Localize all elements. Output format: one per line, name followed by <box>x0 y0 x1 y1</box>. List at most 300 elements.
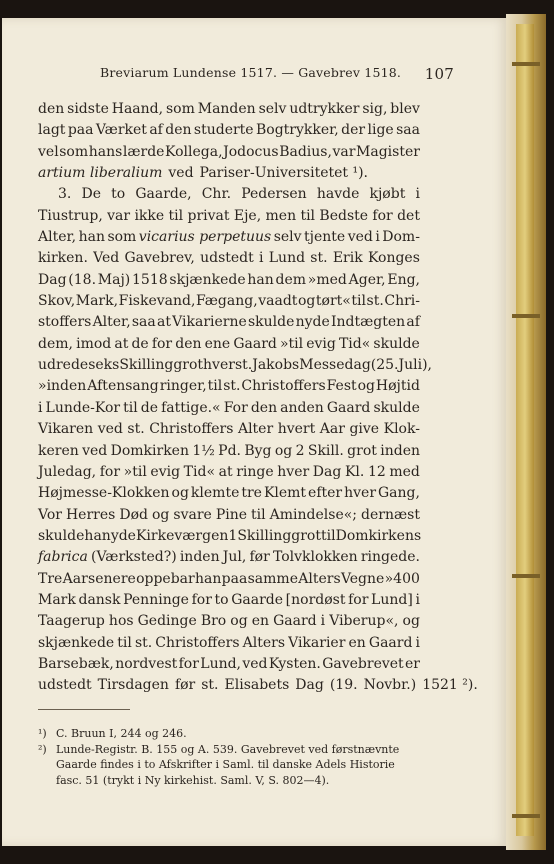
word: »til <box>279 335 304 352</box>
text-line <box>38 270 420 291</box>
gilt-edge <box>516 24 534 836</box>
word: og <box>274 442 293 459</box>
word: Aftensang <box>87 378 159 395</box>
book-spine-edge <box>506 14 546 850</box>
word: Vikarier <box>288 634 346 651</box>
word: dernæst <box>361 506 420 523</box>
word: dem, <box>38 335 73 352</box>
word: Eje, <box>233 207 262 224</box>
word: men <box>265 207 297 224</box>
word: Pariser-Universitetet ¹). <box>199 165 368 182</box>
word: skulde <box>373 335 420 352</box>
page-number: 107 <box>424 65 454 83</box>
word: grot <box>347 442 377 459</box>
word: Messedag <box>299 357 371 374</box>
word: sig, <box>362 101 388 117</box>
word: ved <box>347 229 373 246</box>
word: to <box>111 186 126 203</box>
word: udstedt <box>38 677 92 694</box>
text-line <box>38 611 420 632</box>
word: hver <box>277 463 310 480</box>
word: den <box>175 335 202 352</box>
book-page <box>2 18 508 846</box>
text-line <box>38 248 420 269</box>
word: de <box>131 335 149 352</box>
word: grot <box>173 357 204 374</box>
word: skulde <box>373 399 420 416</box>
word: 1½ <box>192 442 215 459</box>
word: studerte <box>193 122 254 139</box>
word: skjænkede <box>169 271 246 288</box>
word: ved <box>97 421 123 438</box>
word: med <box>389 463 420 480</box>
word: »til <box>123 463 147 480</box>
word: Jul, <box>222 549 247 566</box>
word: Juledag, <box>38 463 97 480</box>
word: efter <box>308 485 343 502</box>
word: Domkirken <box>110 442 189 459</box>
word: hver <box>203 357 235 374</box>
word: Byg <box>244 442 272 459</box>
word: For <box>223 399 248 416</box>
text-line <box>38 569 420 590</box>
word: yde <box>110 527 136 544</box>
word: Aar <box>62 570 88 587</box>
word: 1521 ²). <box>422 677 478 694</box>
word: Kl. <box>344 463 365 480</box>
text-line <box>38 419 420 440</box>
word: Taagerup <box>38 613 105 630</box>
word: for <box>178 655 199 672</box>
word: Dom- <box>382 229 420 246</box>
word: han <box>78 229 105 246</box>
word: ved <box>82 442 108 459</box>
word: Bogtrykker, <box>255 122 339 139</box>
word: til <box>321 527 336 544</box>
word: til <box>123 399 138 416</box>
word: han <box>247 271 274 288</box>
text-line <box>38 163 420 184</box>
word: Aar <box>319 421 345 438</box>
word: 1 <box>228 527 238 544</box>
word: Vikarierne <box>172 314 247 331</box>
word: inden <box>179 549 220 566</box>
word: Indtægten <box>331 314 406 331</box>
text-line <box>38 398 420 419</box>
text-line <box>38 505 420 526</box>
word: st. <box>201 677 219 694</box>
word: at <box>156 314 171 331</box>
word: artium liberalium <box>38 165 163 182</box>
word: før <box>249 549 270 566</box>
running-header <box>100 65 454 83</box>
body-text <box>38 99 478 697</box>
word: er <box>405 655 420 672</box>
word: Højtid <box>375 378 420 395</box>
word: 1518 <box>132 271 168 288</box>
word: st. <box>127 421 145 438</box>
footnote-line: Gaarde findes i to Afskrifter i Saml. til danske Adels Historie <box>56 758 395 771</box>
word: Christoffers <box>241 378 326 395</box>
word: hos <box>108 613 134 630</box>
word: af <box>406 314 420 331</box>
word: tørt« <box>315 293 351 310</box>
word: inden <box>380 442 420 459</box>
word: Juli), <box>398 357 433 374</box>
word: udstedt <box>200 250 254 267</box>
binding-thread <box>512 574 540 578</box>
word: Skilling <box>119 357 174 374</box>
word: Lund <box>268 250 306 267</box>
word: og <box>297 293 316 310</box>
word: Badius, <box>279 143 332 160</box>
word: var <box>332 143 356 160</box>
word: oppebar <box>136 570 195 587</box>
text-line <box>38 590 420 611</box>
running-title: Breviarum Lundense 1517. — Gavebrev 1518. <box>100 65 402 80</box>
word: ringer, <box>159 378 207 395</box>
word: Eng, <box>387 271 420 288</box>
word: Ved <box>93 250 120 267</box>
text-line <box>38 291 420 312</box>
word: kjøbt <box>369 186 406 203</box>
word: for <box>151 335 173 352</box>
word: fattige.« <box>161 399 221 416</box>
word: kirken. <box>38 250 88 267</box>
word: Viberup«, <box>329 613 399 630</box>
word: Dag <box>312 463 342 480</box>
word: Tolvklokken <box>272 549 358 566</box>
word: skjænkede <box>38 634 115 651</box>
text-line <box>38 142 420 163</box>
word: Kirkeværgen <box>135 527 229 544</box>
word: Lunde-Kor <box>45 399 121 416</box>
text-line <box>38 633 420 654</box>
word: senere <box>88 570 136 587</box>
word: til <box>168 207 184 224</box>
word: Gaard <box>273 613 317 630</box>
word: og <box>171 485 189 502</box>
word: Jodocus <box>223 143 279 160</box>
word: Jakobs <box>252 357 300 374</box>
word: en <box>251 613 270 630</box>
word: som <box>165 101 195 117</box>
word: fabrica <box>38 549 88 566</box>
word: dansk <box>78 591 121 608</box>
word: skulde <box>247 314 295 331</box>
word: Mark <box>38 591 76 608</box>
word: Gaard <box>368 634 413 651</box>
word: Alter <box>237 421 274 438</box>
word: Christoffers <box>155 634 240 651</box>
word: seks <box>88 357 120 374</box>
word: stoffers <box>38 314 92 331</box>
word: Haand, <box>111 101 164 117</box>
word: Penninge <box>123 591 189 608</box>
word: i <box>320 613 326 630</box>
word: Dag <box>295 677 324 694</box>
word: udtrykker <box>289 101 360 117</box>
word: Klemt <box>263 485 307 502</box>
text-line <box>38 99 420 120</box>
word: tre <box>241 485 262 502</box>
word: Alters <box>298 570 341 587</box>
word: udrede <box>38 357 89 374</box>
word: Tiustrup, <box>38 207 103 224</box>
text-line <box>38 227 420 248</box>
footnote-mark: ²) <box>38 742 47 756</box>
word: evig <box>306 335 336 352</box>
word: Gaard <box>233 335 277 352</box>
word: to <box>214 591 229 608</box>
word: Død <box>119 506 148 523</box>
word: Alters <box>242 634 286 651</box>
word: ved <box>168 165 194 182</box>
word: anden <box>280 399 324 416</box>
word: Barsebæk, <box>38 655 114 672</box>
word: Lund] <box>371 591 413 608</box>
word: tjente <box>304 229 346 246</box>
footnote-rule <box>38 709 130 710</box>
word: Chr. <box>201 186 232 203</box>
word: selv <box>258 101 287 117</box>
word: Skov, <box>38 293 76 310</box>
word: Novbr.) <box>363 677 417 694</box>
word: st. <box>310 250 328 267</box>
word: Klok- <box>383 421 420 438</box>
word: vel <box>38 143 59 160</box>
word: den <box>38 101 65 117</box>
binding-thread <box>512 314 540 318</box>
word: Vikaren <box>38 421 94 438</box>
word: Kollega, <box>165 143 223 160</box>
word: Tid« <box>338 335 371 352</box>
text-line <box>38 312 420 333</box>
word: Alter, <box>92 314 131 331</box>
word: keren <box>38 442 79 459</box>
word: De <box>81 186 101 203</box>
word: til <box>300 207 316 224</box>
word: Bro <box>200 613 227 630</box>
word: lige <box>367 122 394 139</box>
word: til <box>117 634 132 651</box>
word: (19. <box>329 677 358 694</box>
word: nyde <box>295 314 330 331</box>
word: hver <box>344 485 377 502</box>
word: »inden <box>38 378 87 395</box>
word: Maj) <box>97 271 131 288</box>
word: Lund, <box>200 655 242 672</box>
word: til <box>207 378 223 395</box>
word: paa <box>221 570 248 587</box>
word: i <box>415 591 420 608</box>
word: svare <box>173 506 212 523</box>
word: Skilling <box>237 527 292 544</box>
footnote <box>38 742 420 789</box>
footnote-line: Lunde-Registr. B. 155 og A. 539. Gavebrevet ved førstnævnte <box>56 742 400 756</box>
word: Vegne <box>340 570 385 587</box>
word: (25. <box>370 357 399 374</box>
word: for <box>372 207 393 224</box>
word: ved <box>242 655 268 672</box>
word: ringe <box>236 463 274 480</box>
word: for <box>191 591 212 608</box>
word: Tid« <box>183 463 216 480</box>
footnote-line: fasc. 51 (trykt i Ny kirkehist. Saml. V, S. 802—4). <box>56 773 330 787</box>
text-line <box>38 376 420 397</box>
word: vaadt <box>258 293 298 310</box>
word: nordvest <box>115 655 178 672</box>
word: i <box>415 634 420 651</box>
word: blev <box>390 101 420 117</box>
word: saa <box>396 122 420 139</box>
word: Fiskevand, <box>118 293 196 310</box>
word: den <box>165 122 192 139</box>
word: Tirsdagen <box>97 677 169 694</box>
word: for <box>348 591 369 608</box>
text-line <box>38 206 420 227</box>
word: klemte <box>190 485 240 502</box>
word: ikke <box>134 207 165 224</box>
word: [nordøst <box>285 591 346 608</box>
word: lærde <box>122 143 165 160</box>
word: privat <box>187 207 230 224</box>
word: samme <box>247 570 298 587</box>
word: den <box>250 399 278 416</box>
word: dem <box>275 271 307 288</box>
word: ringede. <box>360 549 420 566</box>
word: i <box>38 399 43 416</box>
word: Pine <box>215 506 248 523</box>
word: for <box>99 463 121 480</box>
text-line <box>38 441 420 462</box>
word: en <box>348 634 366 651</box>
word: Højmesse-Klokken <box>38 485 170 502</box>
word: Konges <box>367 250 420 267</box>
word: Alter, <box>38 229 77 246</box>
word: grot <box>291 527 321 544</box>
word: Gaard <box>326 399 371 416</box>
text-line <box>38 184 420 205</box>
word: hans <box>88 143 123 160</box>
word: Gaarde <box>231 591 284 608</box>
word: selv <box>273 229 302 246</box>
word: lagt <box>38 122 66 139</box>
text-line <box>38 120 420 141</box>
text-line <box>38 675 478 696</box>
word: og <box>151 506 170 523</box>
footnote <box>38 726 420 742</box>
word: han <box>195 570 222 587</box>
word: til <box>351 293 366 310</box>
word: sidste <box>67 101 109 117</box>
word: (Værksted?) <box>91 549 177 566</box>
word: Bedste <box>319 207 369 224</box>
word: Amindelse«; <box>269 506 358 523</box>
word: skulde <box>38 527 85 544</box>
word: i <box>259 250 264 267</box>
word: Dag <box>38 271 67 288</box>
word: Chri- <box>384 293 420 310</box>
word: var <box>107 207 131 224</box>
word: Mark, <box>75 293 119 310</box>
word: st. <box>134 634 153 651</box>
word: og <box>357 378 375 395</box>
word: »400 <box>384 570 420 587</box>
word: ene <box>204 335 231 352</box>
word: Fest <box>326 378 357 395</box>
word: i <box>415 186 420 203</box>
word: Gavebrev, <box>124 250 195 267</box>
word: st. <box>366 293 384 310</box>
word: paa <box>67 122 94 139</box>
word: Værket <box>95 122 147 139</box>
word: af <box>149 122 163 139</box>
word: vicarius perpetuus <box>138 229 272 246</box>
word: »med <box>307 271 347 288</box>
text-line <box>38 355 433 376</box>
word: Gaarde, <box>135 186 192 203</box>
word: Gang, <box>378 485 420 502</box>
footnotes <box>38 726 420 788</box>
text-line <box>38 654 420 675</box>
text-line <box>38 334 420 355</box>
word: Skill. <box>307 442 344 459</box>
word: Vor <box>38 506 62 523</box>
word: Kysten. <box>268 655 321 672</box>
word: Domkirkens <box>335 527 422 544</box>
word: Ager, <box>348 271 386 288</box>
word: Herres <box>65 506 116 523</box>
word: evig <box>150 463 181 480</box>
word: det <box>397 207 420 224</box>
word: at <box>218 463 233 480</box>
word: Gavebrevet <box>322 655 404 672</box>
word: der <box>341 122 366 139</box>
word: til <box>251 506 266 523</box>
binding-thread <box>512 62 540 66</box>
word: imod <box>76 335 112 352</box>
word: Magister <box>356 143 420 160</box>
footnote-line: C. Bruun I, 244 og 246. <box>56 727 187 740</box>
word: st. <box>223 378 241 395</box>
word: give <box>349 421 380 438</box>
word: Pd. <box>218 442 241 459</box>
word: saa <box>131 314 156 331</box>
word: Christoffers <box>149 421 234 438</box>
text-line <box>38 547 420 568</box>
word: (18. <box>68 271 97 288</box>
word: 12 <box>367 463 386 480</box>
word: og <box>402 613 420 630</box>
word: Fægang, <box>196 293 258 310</box>
word: han <box>84 527 111 544</box>
binding-thread <box>512 814 540 818</box>
word: 2 <box>295 442 305 459</box>
word: Erik <box>332 250 363 267</box>
word: Elisabets <box>224 677 290 694</box>
word: i <box>375 229 380 246</box>
word: at <box>114 335 129 352</box>
text-line <box>38 483 420 504</box>
word: Pedersen <box>241 186 307 203</box>
text-line <box>38 462 420 483</box>
word: Tre <box>38 570 63 587</box>
word: før <box>174 677 196 694</box>
text-line <box>38 526 420 547</box>
word: som <box>107 229 137 246</box>
word: som <box>59 143 89 160</box>
